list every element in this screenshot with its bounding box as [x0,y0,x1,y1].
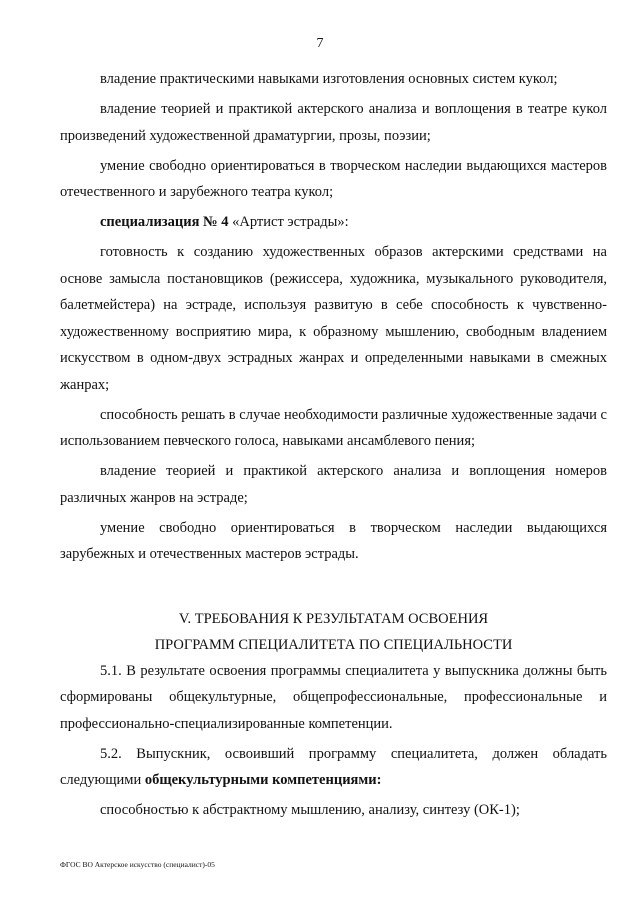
specialization-title: «Артист эстрады»: [228,214,349,230]
section-heading-line2: ПРОГРАММ СПЕЦИАЛИТЕТА ПО СПЕЦИАЛЬНОСТИ [154,636,513,653]
paragraph: владение практическими навыками изготовления основных систем кукол; [100,71,558,87]
paragraph-5-2 [60,741,607,794]
specialization-label: специализация № 4 [100,214,229,230]
page-number: 7 [316,36,324,51]
competency-ok-1: способностью к абстрактному мышлению, анализу, синтезу (ОК-1); [100,802,520,818]
paragraph-5-2-text: 5.2. Выпускник, освоивший программу специалитета, должен обладать следующими [60,745,607,788]
section-heading-line1: V. ТРЕБОВАНИЯ К РЕЗУЛЬТАТАМ ОСВОЕНИЯ [178,610,489,627]
footer-text: ФГОС ВО Актерское искусство (специалист)-05 [60,860,215,869]
paragraph: готовность к созданию художественных образов актерскими средствами на основе замысла постановщиков (режиссера, художника, музыкального руководителя, балетмейстера) на эстраде, используя развитую в себе способность к чувственно-художественному восприятию мира, к образному мышлению, свободным владением искусством в одном-двух эстрадных жанрах и определенными навыками в смежных жанрах; [60,244,607,393]
page-content [60,66,607,827]
specialization-heading [60,209,607,236]
paragraph: способность решать в случае необходимости различные художественные задачи с использованием певческого голоса, навыками ансамблевого пения; [60,406,607,449]
paragraph: владение теорией и практикой актерского анализа и воплощения в театре кукол произведений художественной драматургии, прозы, поэзии; [60,101,607,144]
paragraph: умение свободно ориентироваться в творческом наследии выдающихся зарубежных и отечественных мастеров эстрады. [60,519,607,562]
paragraph-5-2-bold: общекультурными компетенциями: [144,772,382,788]
paragraph-5-1: 5.1. В результате освоения программы специалитета у выпускника должны быть сформированы общекультурные, общепрофессиональные, профессиональные и профессионально-специализированные компетенции. [60,662,607,732]
paragraph: владение теорией и практикой актерского анализа и воплощения номеров различных жанров на эстраде; [60,463,607,506]
paragraph: умение свободно ориентироваться в творческом наследии выдающихся мастеров отечественного и зарубежного театра кукол; [60,157,607,200]
